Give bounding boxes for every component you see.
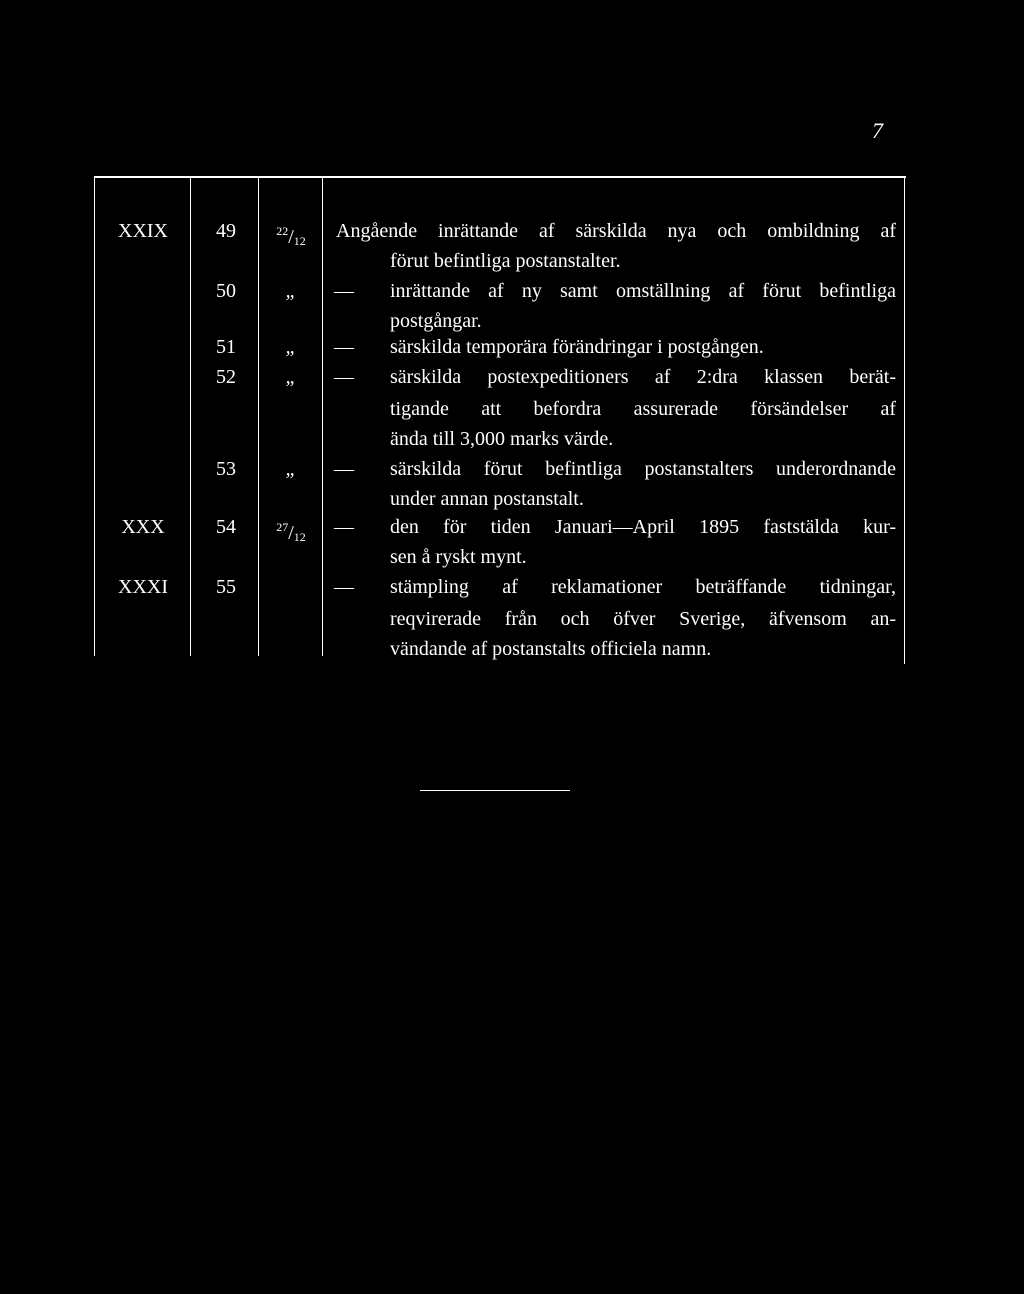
entry-description: sen å ryskt mynt. <box>390 546 527 568</box>
entry-description <box>334 362 896 392</box>
table-row <box>0 512 1024 542</box>
entry-number: 51 <box>216 336 236 358</box>
ditto-mark: „ <box>285 280 297 302</box>
dash-mark: — <box>334 280 354 302</box>
table-row <box>0 572 1024 602</box>
date-month: 12 <box>293 530 306 544</box>
entry-description <box>334 512 896 542</box>
closing-rule <box>420 790 570 791</box>
entry-number: 50 <box>216 280 236 302</box>
entry-text: särskilda förut befintliga postanstalters underordnande <box>390 458 896 480</box>
entry-date: $^{22}/_{12}$ <box>276 224 306 248</box>
table-row <box>0 216 1024 246</box>
chapter-numeral: XXIX <box>118 220 168 242</box>
entry-text: inrättande af ny samt omställning af förut befintliga <box>390 280 896 302</box>
entry-description: reqvirerade från och öfver Sverige, äfvensom an- <box>390 608 896 630</box>
table-row <box>0 424 1024 454</box>
table-row <box>0 362 1024 392</box>
entry-text: stämpling af reklamationer beträffande tidningar, <box>390 576 896 598</box>
dash-mark: — <box>334 336 354 358</box>
dash-mark: — <box>334 576 354 598</box>
table-row <box>0 332 1024 362</box>
table-row <box>0 454 1024 484</box>
ditto-mark: „ <box>285 366 297 388</box>
entry-description <box>334 454 896 484</box>
entry-description <box>334 276 896 306</box>
entry-description <box>334 332 896 362</box>
entry-description: postgångar. <box>390 310 482 332</box>
entry-description: tigande att befordra assurerade försändelser af <box>390 398 896 420</box>
ditto-mark: „ <box>285 336 297 358</box>
entry-description: Angående inrättande af särskilda nya och ombildning af <box>336 220 896 242</box>
table-row <box>0 542 1024 572</box>
dash-mark: — <box>334 366 354 388</box>
date-day: 27 <box>276 520 289 534</box>
entry-number: 49 <box>216 220 236 242</box>
entry-description: förut befintliga postanstalter. <box>390 250 621 272</box>
entry-date: $^{27}/_{12}$ <box>276 520 306 544</box>
table-row <box>0 276 1024 306</box>
entry-number: 52 <box>216 366 236 388</box>
entry-text: den för tiden Januari—April 1895 faststälda kur- <box>390 516 896 538</box>
table-row <box>0 604 1024 634</box>
entry-number: 55 <box>216 576 236 598</box>
entry-description <box>334 572 896 602</box>
table-row <box>0 394 1024 424</box>
entry-description: under annan postanstalt. <box>390 488 584 510</box>
table-row <box>0 484 1024 514</box>
date-day: 22 <box>276 224 289 238</box>
page-number: 7 <box>872 118 883 143</box>
entry-number: 54 <box>216 516 236 538</box>
chapter-numeral: XXXI <box>118 576 168 598</box>
entry-description: ända till 3,000 marks värde. <box>390 428 614 450</box>
table-row <box>0 634 1024 664</box>
entry-text: särskilda postexpeditioners af 2:dra klassen berät- <box>390 366 896 388</box>
table-top-rule <box>94 176 906 178</box>
dash-mark: — <box>334 516 354 538</box>
date-month: 12 <box>293 234 306 248</box>
entry-number: 53 <box>216 458 236 480</box>
dash-mark: — <box>334 458 354 480</box>
entry-description: vändande af postanstalts officiela namn. <box>390 638 712 660</box>
chapter-numeral: XXX <box>121 516 165 538</box>
ditto-mark: „ <box>285 458 297 480</box>
table-row <box>0 246 1024 276</box>
entry-text: särskilda temporära förändringar i postgången. <box>390 336 764 358</box>
